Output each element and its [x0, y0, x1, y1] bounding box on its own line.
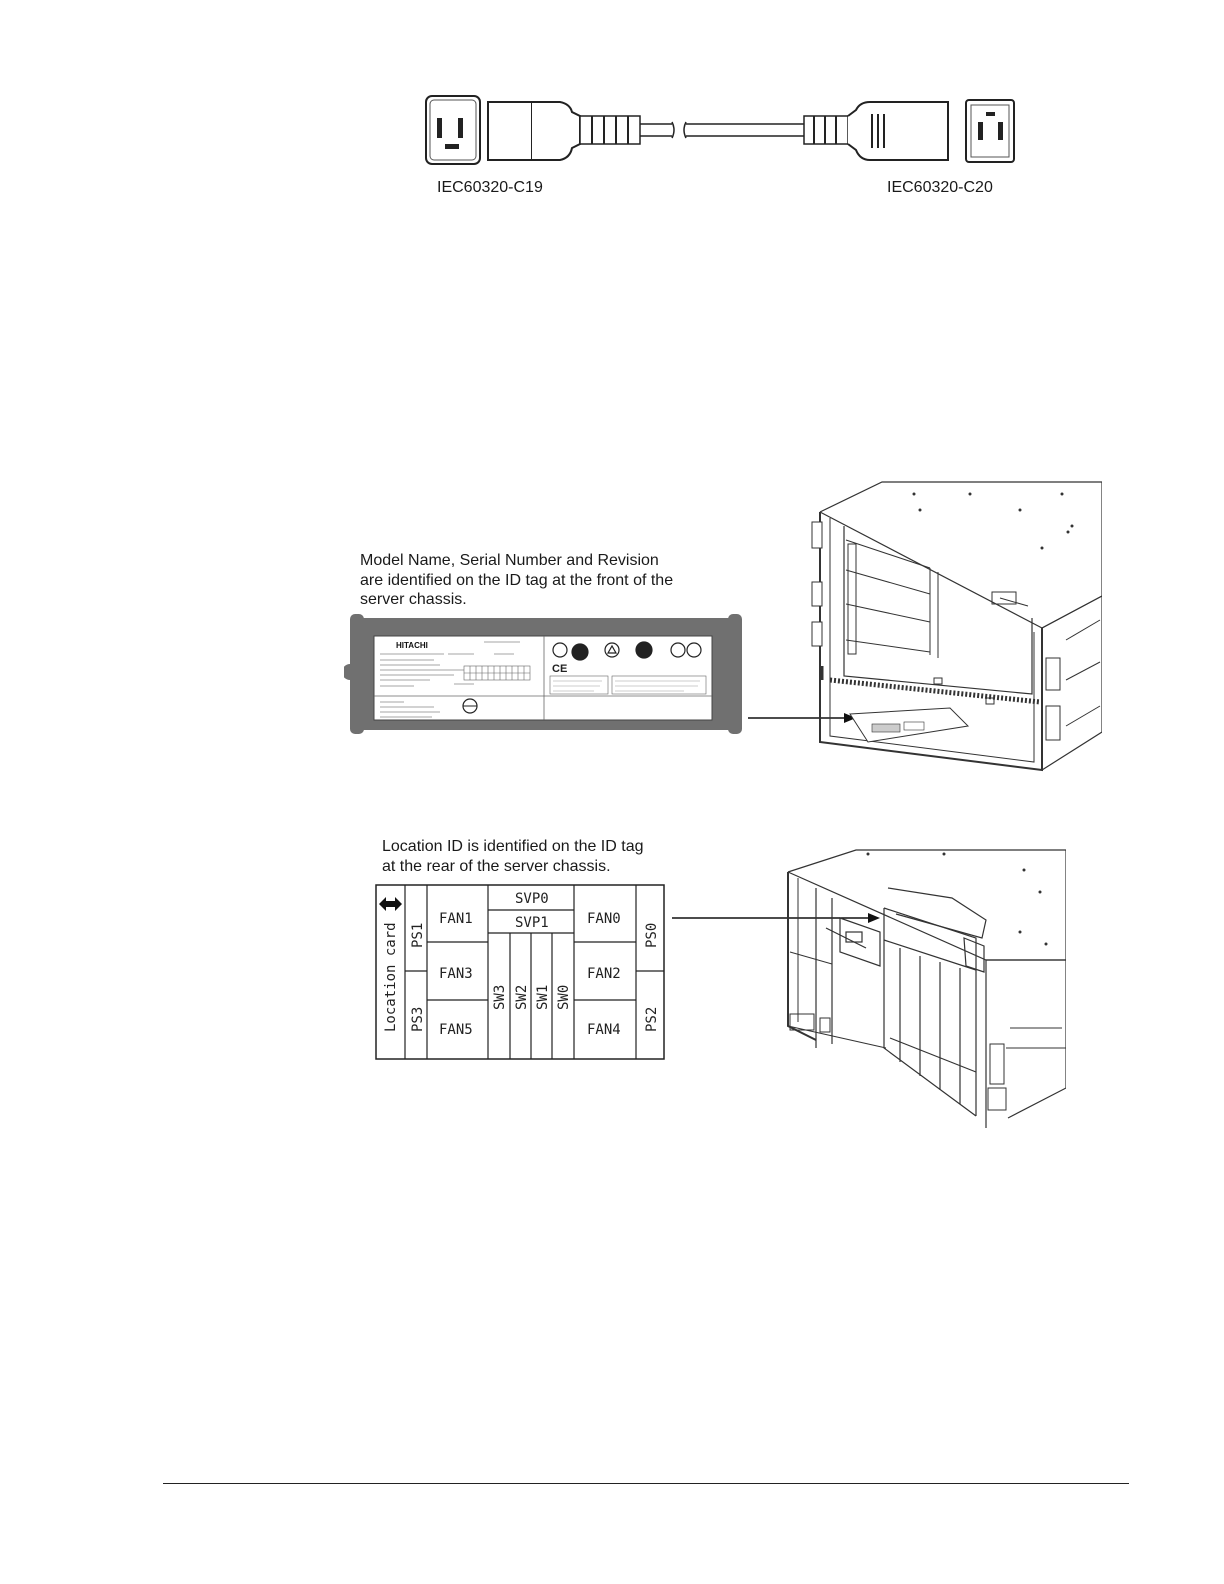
cell-sw3: SW3	[492, 984, 508, 1010]
cell-ps0: PS0	[644, 922, 660, 948]
front-id-tag-plate	[344, 614, 748, 734]
location-card-title: Location card	[383, 922, 399, 1032]
cell-sw0: SW0	[556, 984, 572, 1010]
cell-fan5: FAN5	[439, 1022, 473, 1038]
front-id-brand: HITACHI	[396, 641, 428, 650]
front-id-tag-drawing	[344, 614, 748, 734]
cell-ps3: PS3	[410, 1006, 426, 1032]
c19-socket-face	[426, 96, 480, 164]
footer-rule	[163, 1483, 1129, 1484]
location-card	[375, 884, 667, 1062]
power-cable-drawing	[420, 88, 1020, 180]
cell-fan3: FAN3	[439, 966, 473, 982]
cell-fan2: FAN2	[587, 966, 621, 982]
cell-fan4: FAN4	[587, 1022, 621, 1038]
cell-ps1: PS1	[410, 922, 426, 948]
rear-id-caption: Location ID is identified on the ID tag at the rear of the server chassis.	[382, 838, 644, 875]
cell-fan1: FAN1	[439, 911, 473, 927]
c19-label: IEC60320-C19	[437, 179, 543, 196]
cell-sw1: SW1	[535, 984, 551, 1010]
front-pulled-id-tag	[850, 708, 968, 742]
front-chassis-illustration	[810, 480, 1102, 772]
power-cable-figure	[420, 88, 1020, 180]
cell-sw2: SW2	[514, 984, 530, 1010]
cell-ps2: PS2	[644, 1006, 660, 1032]
c20-inlet-face	[966, 100, 1014, 162]
cell-svp1: SVP1	[515, 915, 549, 931]
rear-chassis-illustration	[776, 848, 1066, 1128]
front-id-caption: Model Name, Serial Number and Revision are identified on the ID tag at the front of the server chassis.	[360, 552, 674, 608]
svg-text:CE: CE	[552, 663, 568, 675]
cell-svp0: SVP0	[515, 891, 549, 907]
cell-fan0: FAN0	[587, 911, 621, 927]
c20-label: IEC60320-C20	[887, 179, 993, 196]
